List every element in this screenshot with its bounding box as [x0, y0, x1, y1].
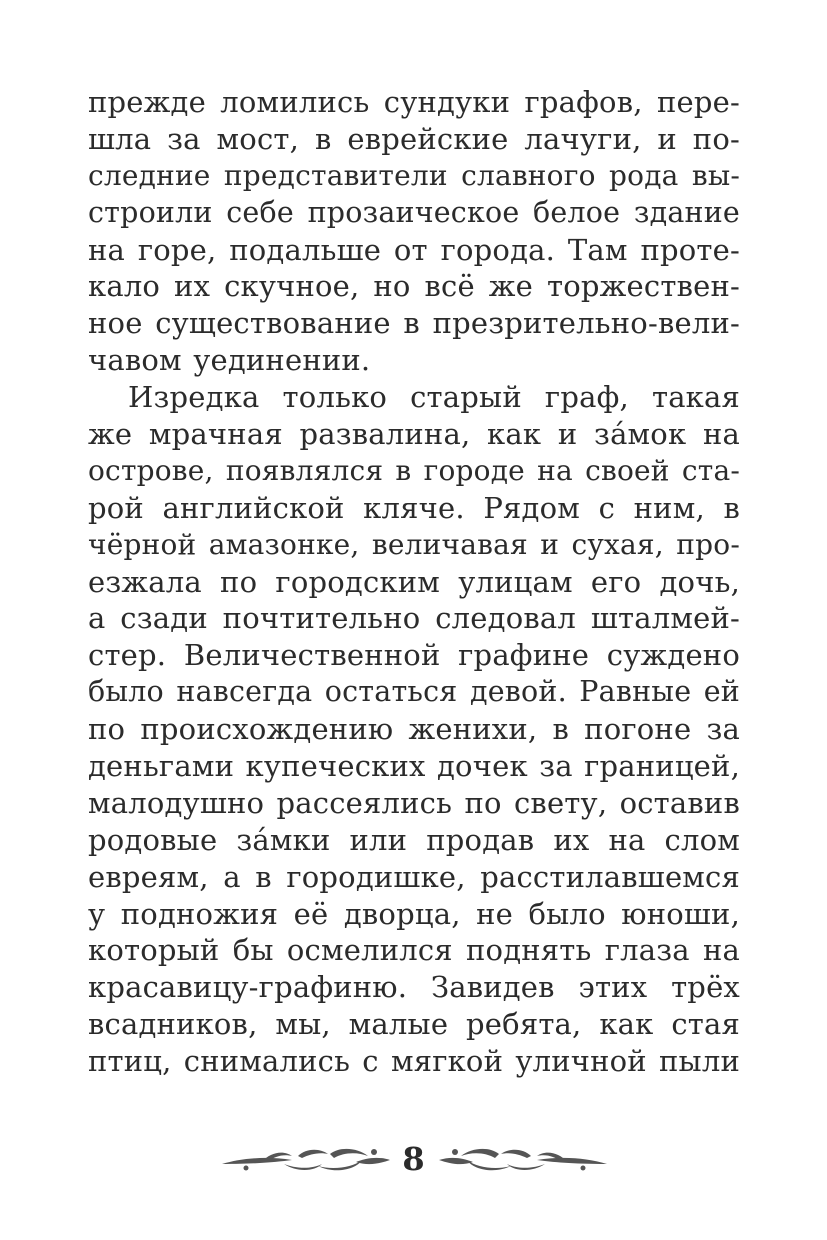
paragraph-first-line: Изредка только старый граф, такая	[128, 380, 740, 415]
text-line: же мрачная развалина, как и за́мок на	[88, 417, 740, 452]
text-line: ное существование в презрительно-вели-	[88, 306, 740, 341]
text-line: чавом уединении.	[88, 343, 371, 378]
text-line: у подножия её дворца, не было юноши,	[88, 896, 740, 931]
text-line: прежде ломились сундуки графов, пере-	[88, 85, 740, 119]
text-line: птиц, снимались с мягкой уличной пыли	[88, 1044, 740, 1079]
right-flourish-ornament	[437, 1142, 607, 1182]
text-line: деньгами купеческих дочек за границей,	[88, 749, 740, 784]
text-line: кало их скучное, но всё же торжествен-	[88, 269, 740, 304]
text-line: строили себе прозаическое белое здание	[88, 195, 740, 229]
text-line: всадников, мы, малые ребята, как стая	[88, 1007, 740, 1042]
text-line: который бы осмелился поднять глаза на	[88, 933, 740, 968]
page-footer	[0, 1132, 827, 1192]
text-line: родовые за́мки или продав их на слом	[88, 822, 740, 857]
text-line: острове, появлялся в городе на своей ста-	[88, 453, 740, 487]
text-line: по происхождению женихи, в погоне за	[88, 712, 740, 747]
text-line: на горе, подальше от города. Там проте-	[88, 232, 740, 267]
text-line: малодушно рассеялись по свету, оставив	[88, 785, 740, 820]
text-line: красавицу-графиню. Завидев этих трёх	[88, 970, 740, 1005]
text-line: чёрной амазонке, величавая и сухая, про-	[88, 527, 740, 561]
text-line: было навсегда остаться девой. Равные ей	[88, 675, 740, 709]
text-line: шла за мост, в еврейские лачуги, и по-	[88, 121, 740, 156]
text-line: стер. Величественной графине суждено	[88, 638, 740, 673]
text-line: а сзади почтительно следовал шталмей-	[88, 601, 740, 636]
text-line: рой английской кляче. Рядом с ним, в	[88, 490, 740, 525]
text-line: евреям, а в городишке, расстилавшемся	[88, 859, 740, 894]
page-number: 8	[402, 1140, 425, 1178]
body-text	[88, 84, 740, 1080]
text-line: езжала по городским улицам его дочь,	[88, 564, 740, 599]
text-line: следние представители славного рода вы-	[88, 158, 740, 192]
